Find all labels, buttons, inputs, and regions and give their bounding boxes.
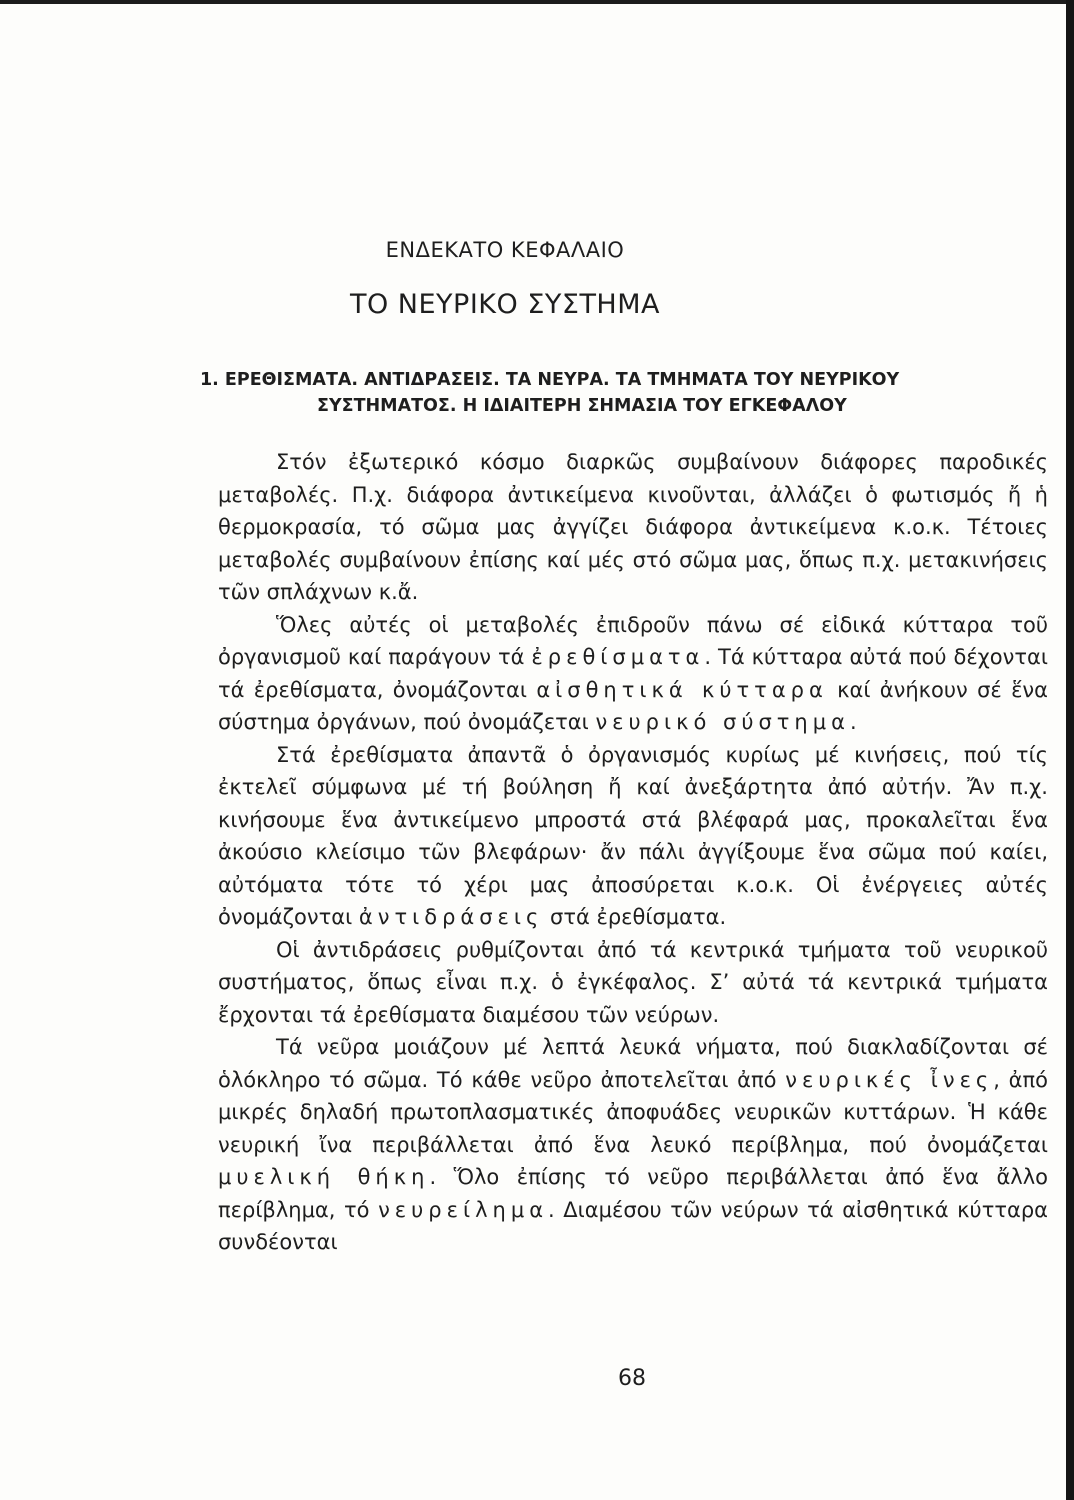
section-heading [200,367,1050,419]
term-neureilima: νευρείλημα [378,1197,549,1222]
paragraph-3 [218,739,1048,934]
scan-right-edge [1066,0,1074,1500]
paragraph-3-text-b: στά ἐρεθίσματα. [543,905,727,929]
page-number: 68 [618,1366,646,1391]
paragraph-2 [218,609,1048,739]
chapter-title: ΤΟ ΝΕΥΡΙΚΟ ΣΥΣΤΗΜΑ [349,289,661,320]
paragraph-5-text-a: Τά νεῦρα μοιάζουν μέ λεπτά λευκά νήματα, πού διακλαδίζονται σέ ὁλόκληρο τό σῶμα. Τό κάθε νεῦρο ἀποτελεῖται ἀπό [218,1035,1048,1092]
paragraph-5-text-c: . Ὅλο ἐπίσης τό νεῦρο περιβάλλεται ἀπό ἕνα ἄλλο περίβλημα, τό [218,1165,1049,1222]
paragraph-5 [218,1031,1048,1259]
body-text [218,446,1048,1259]
term-neurikes-ines: νευρικές ἶνες [785,1067,994,1092]
term-antidraseis: ἀντιδράσεις [358,905,544,929]
paragraph-2-text-b: . Τά κύτταρα αὐτά πού δέχονται τά ἐρεθίσματα, ὀνομάζονται [218,645,1048,702]
paragraph-2-text-a: Ὅλες αὐτές οἱ μεταβολές ἐπιδροῦν πάνω σέ εἰδικά κύτταρα τοῦ ὀργανισμοῦ καί παράγουν τά [218,612,1048,669]
chapter-label: ΕΝΔΕΚΑΤΟ ΚΕΦΑΛΑΙΟ [385,238,625,262]
term-erethismata: ἐρεθίσματα [531,645,705,669]
paragraph-2-text-d: . [849,710,857,734]
section-heading-line-1: 1. ΕΡΕΘΙΣΜΑΤΑ. ΑΝΤΙΔΡΑΣΕΙΣ. ΤΑ ΝΕΥΡΑ. ΤΑ ΤΜΗΜΑΤΑ ΤΟΥ ΝΕΥΡΙΚΟΥ [200,370,900,390]
paragraph-5-text-b: , ἀπό μικρές δηλαδή πρωτοπλασματικές ἀποφυάδες νευρικῶν κυττάρων. Ἡ κάθε νευρική ἴνα περιβάλλεται ἀπό ἕνα λευκό περίβλημα, πού ὀνομάζεται [218,1067,1049,1157]
paragraph-1: Στόν ἐξωτερικό κόσμο διαρκῶς συμβαίνουν διάφορες παροδικές μεταβολές. Π.χ. διάφορα ἀντικείμενα κινοῦνται, ἀλλάζει ὁ φωτισμός ἤ ἡ θερμοκρασία, τό σῶμα μας ἀγγίζει διάφορα ἀντικείμενα κ.ο.κ. Τέτοιες μεταβολές συμβαίνουν ἐπίσης καί μές στό σῶμα μας, ὅπως π.χ. μετακινήσεις τῶν σπλάχνων κ.ἄ. [218,450,1048,604]
paragraph-5-text-d: . Διαμέσου τῶν νεύρων τά αἰσθητικά κύτταρα συνδέονται [218,1197,1048,1254]
term-myeliki-thiki: μυελική θήκη [218,1165,430,1189]
term-neuriko-systima: νευρικό σύστημα [595,710,850,734]
scan-top-edge [0,0,1074,4]
section-heading-line-2: ΣΥΣΤΗΜΑΤΟΣ. Η ΙΔΙΑΙΤΕΡΗ ΣΗΜΑΣΙΑ ΤΟΥ ΕΓΚΕΦΑΛΟΥ [317,396,847,416]
paragraph-2-text-c: καί ἀνήκουν σέ ἕνα σύστημα ὀργάνων, πού ὀνομάζεται [218,677,1048,734]
paragraph-3-text-a: Στά ἐρεθίσματα ἀπαντᾶ ὁ ὀργανισμός κυρίως μέ κινήσεις, πού τίς ἐκτελεῖ σύμφωνα μέ τή βούληση ἤ καί ἀνεξάρτητα ἀπό αὐτήν. Ἄν π.χ. κινήσουμε ἕνα ἀντικείμενο μπροστά στά βλέφαρά μας, προκαλεῖται ἕνα ἀκούσιο κλείσιμο τῶν βλεφάρων· ἄν πάλι ἀγγίξουμε ἕνα σῶμα πού καίει, αὐτόματα τότε τό χέρι μας ἀποσύρεται κ.ο.κ. Οἱ ἐνέργειες αὐτές ὀνομάζονται [218,742,1048,929]
term-aisthitika-kyttara: αἰσθητικά κύτταρα [536,677,828,702]
paragraph-4: Οἱ ἀντιδράσεις ρυθμίζονται ἀπό τά κεντρικά τμήματα τοῦ νευρικοῦ συστήματος, ὅπως εἶναι π.χ. ὁ ἐγκέφαλος. Σ’ αὐτά τά κεντρικά τμήματα ἔρχονται τά ἐρεθίσματα διαμέσου τῶν νεύρων. [218,937,1048,1027]
